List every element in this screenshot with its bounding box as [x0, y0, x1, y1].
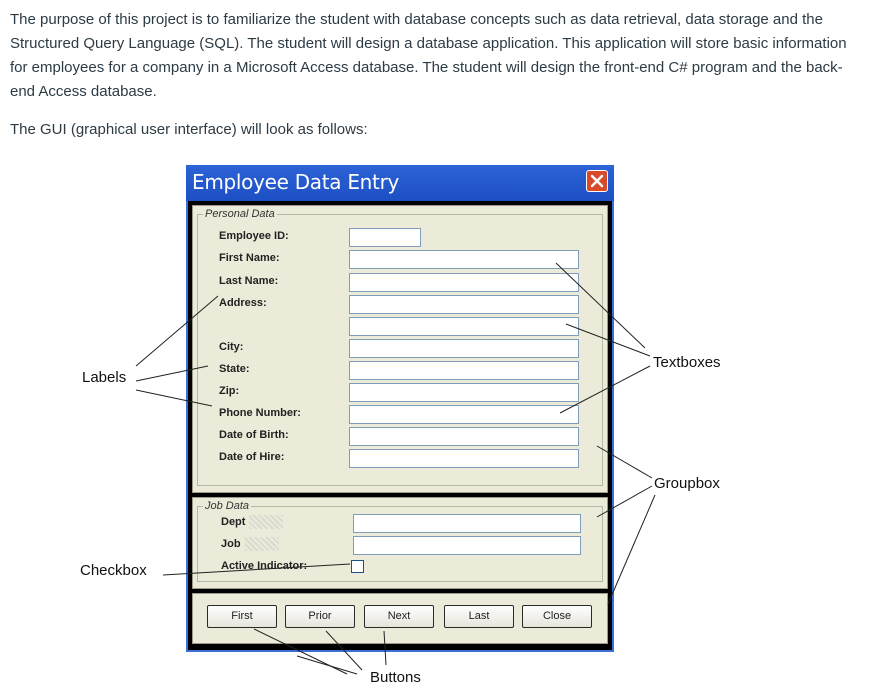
labels-callout-line	[136, 296, 218, 366]
gui-sentence: The GUI (graphical user interface) will look as follows:	[10, 121, 368, 138]
window-title: Employee Data Entry	[192, 170, 400, 194]
buttons-annotation: Buttons	[370, 669, 421, 686]
groupbox-callout-line	[608, 495, 655, 604]
state-label: State:	[219, 363, 250, 375]
prior-button[interactable]: Prior	[285, 605, 355, 628]
textboxes-callout-line	[560, 366, 650, 413]
last-button[interactable]: Last	[444, 605, 514, 628]
labels-callout-line	[136, 390, 212, 406]
labels-annotation: Labels	[82, 369, 127, 386]
zip-label: Zip:	[219, 385, 240, 397]
first-button[interactable]: First	[207, 605, 277, 628]
date-of-hire-label: Date of Hire:	[219, 451, 285, 463]
textboxes-callout-line	[566, 324, 650, 356]
phone-number-label: Phone Number:	[219, 407, 301, 419]
checkbox-annotation: Checkbox	[80, 562, 147, 579]
next-button[interactable]: Next	[364, 605, 434, 628]
groupbox-callout-line	[597, 486, 652, 517]
labels-callout-line	[136, 366, 208, 381]
first-name-label: First Name:	[219, 252, 280, 264]
buttons-callout-line	[326, 631, 362, 670]
date-of-birth-label: Date of Birth:	[219, 429, 289, 441]
buttons-callout-line	[297, 656, 357, 674]
personal-data-legend: Personal Data	[205, 208, 275, 220]
job-data-legend: Job Data	[205, 500, 250, 512]
intro-paragraph: The purpose of this project is to familiarize the student with database concepts such as data retrieval, data storage and the Structured Query Language (SQL). The student will design a database application. This application will store basic information for employees for a company in a Microsoft Access database. The student will design the front-end C# program and the back-end Access database.	[10, 11, 847, 100]
dept-label: Dept	[221, 516, 246, 528]
address-label: Address:	[219, 297, 267, 309]
textboxes-annotation: Textboxes	[653, 354, 721, 371]
groupbox-callout-line	[597, 446, 652, 478]
last-name-label: Last Name:	[219, 275, 279, 287]
textboxes-callout-line	[556, 263, 645, 348]
checkbox-callout-line	[163, 564, 350, 575]
close-button[interactable]: Close	[522, 605, 592, 628]
groupbox-annotation: Groupbox	[654, 475, 720, 492]
active-indicator-label: Active Indicator:	[221, 560, 308, 572]
job-label: Job	[221, 538, 241, 550]
employee-id-label: Employee ID:	[219, 230, 289, 242]
buttons-callout-line	[384, 631, 386, 665]
city-label: City:	[219, 341, 244, 353]
